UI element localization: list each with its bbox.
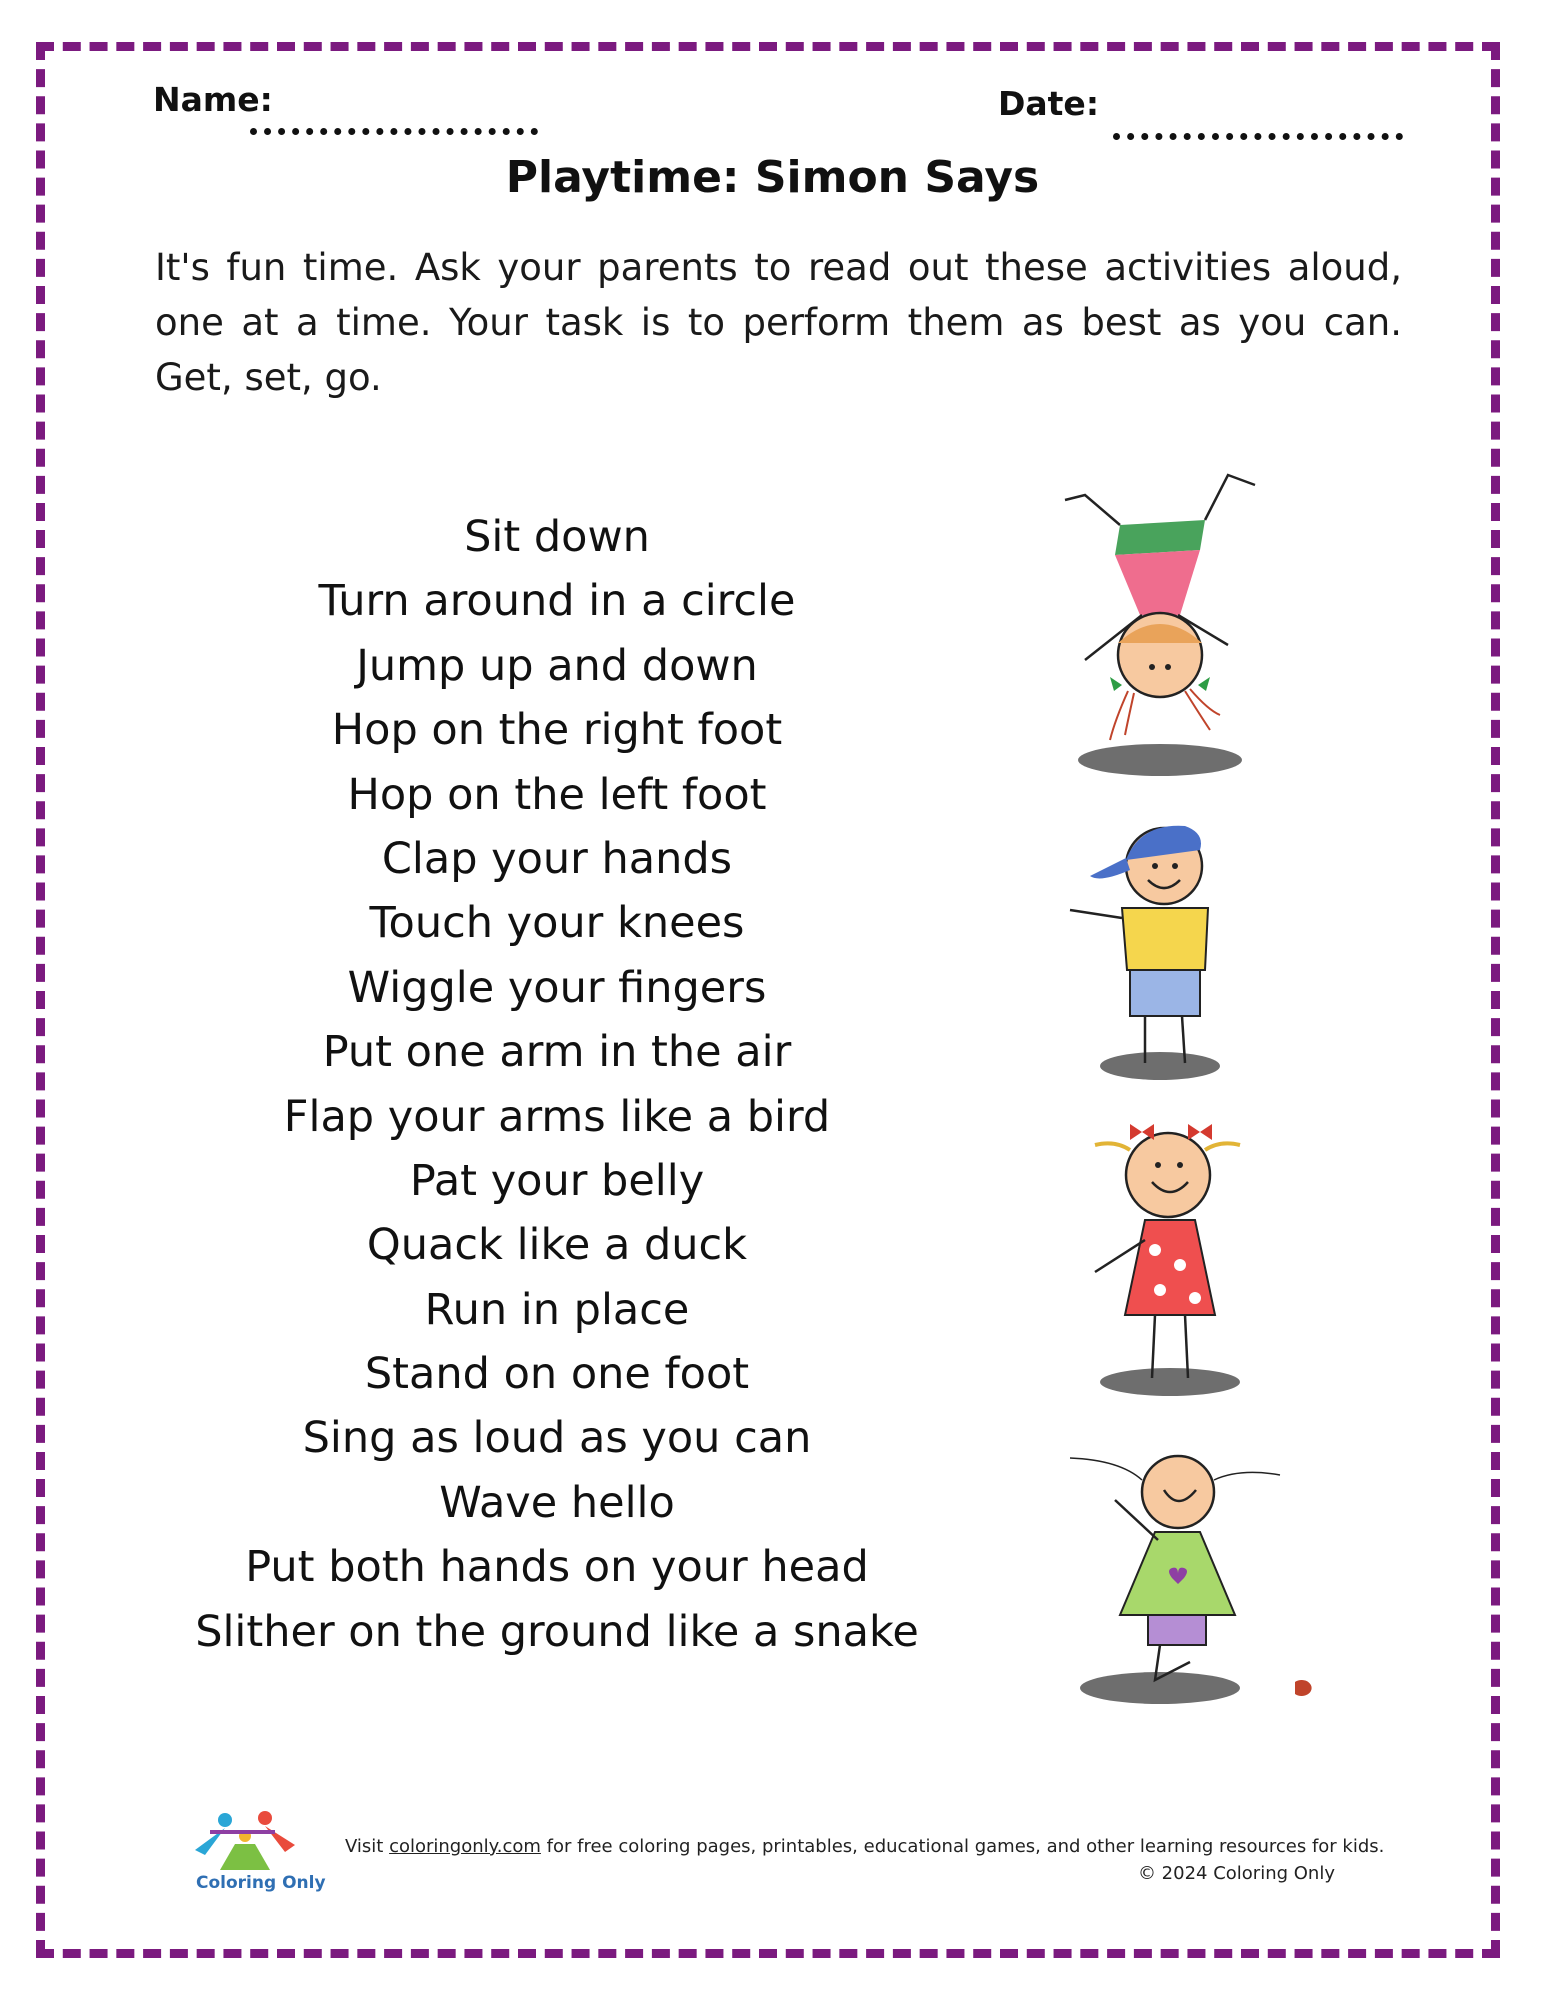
date-label: Date: [998, 84, 1100, 123]
list-item: Wave hello [439, 1477, 675, 1528]
date-field[interactable] [1113, 133, 1403, 140]
jumping-girl-illustration [1060, 1440, 1320, 1710]
list-item: Run in place [424, 1284, 690, 1335]
list-item: Stand on one foot [364, 1349, 750, 1400]
boy-cap-illustration [1060, 818, 1280, 1088]
activity-list [157, 505, 957, 1664]
girl-bows-illustration [1060, 1120, 1280, 1405]
list-item: Quack like a duck [366, 1220, 748, 1271]
name-label: Name: [153, 80, 273, 119]
name-field[interactable] [250, 128, 538, 135]
list-item: Hop on the right foot [331, 705, 783, 756]
list-item: Sing as loud as you can [302, 1413, 812, 1464]
list-item: Put both hands on your head [245, 1542, 869, 1593]
list-item: Clap your hands [381, 833, 733, 884]
footer-visit-text [345, 1836, 1384, 1857]
logo-text: Coloring Only [196, 1873, 326, 1893]
list-item: Hop on the left foot [347, 769, 767, 820]
footer-visit-suffix: for free coloring pages, printables, educational games, and other learning resources for kids. [540, 1836, 1385, 1857]
list-item: Put one arm in the air [322, 1027, 792, 1078]
list-item: Turn around in a circle [318, 576, 796, 627]
list-item: Jump up and down [356, 640, 758, 691]
copyright-text: © 2024 Coloring Only [1137, 1863, 1335, 1884]
website-link[interactable]: coloringonly.com [389, 1836, 541, 1857]
handstand-girl-illustration [1060, 465, 1280, 780]
page-title: Playtime: Simon Says [505, 152, 1040, 203]
intro-paragraph: It's fun time. Ask your parents to read out these activities aloud, one at a time. Your task is to perform them as best as you can. Get, set, go. [155, 246, 1402, 399]
list-item: Sit down [464, 512, 650, 562]
list-item: Pat your belly [409, 1155, 705, 1206]
footer-visit-prefix: Visit [345, 1836, 390, 1857]
list-item: Flap your arms like a bird [283, 1091, 831, 1142]
list-item: Wiggle your fingers [347, 962, 767, 1013]
list-item: Slither on the ground like a snake [195, 1606, 919, 1657]
list-item: Touch your knees [369, 898, 745, 949]
